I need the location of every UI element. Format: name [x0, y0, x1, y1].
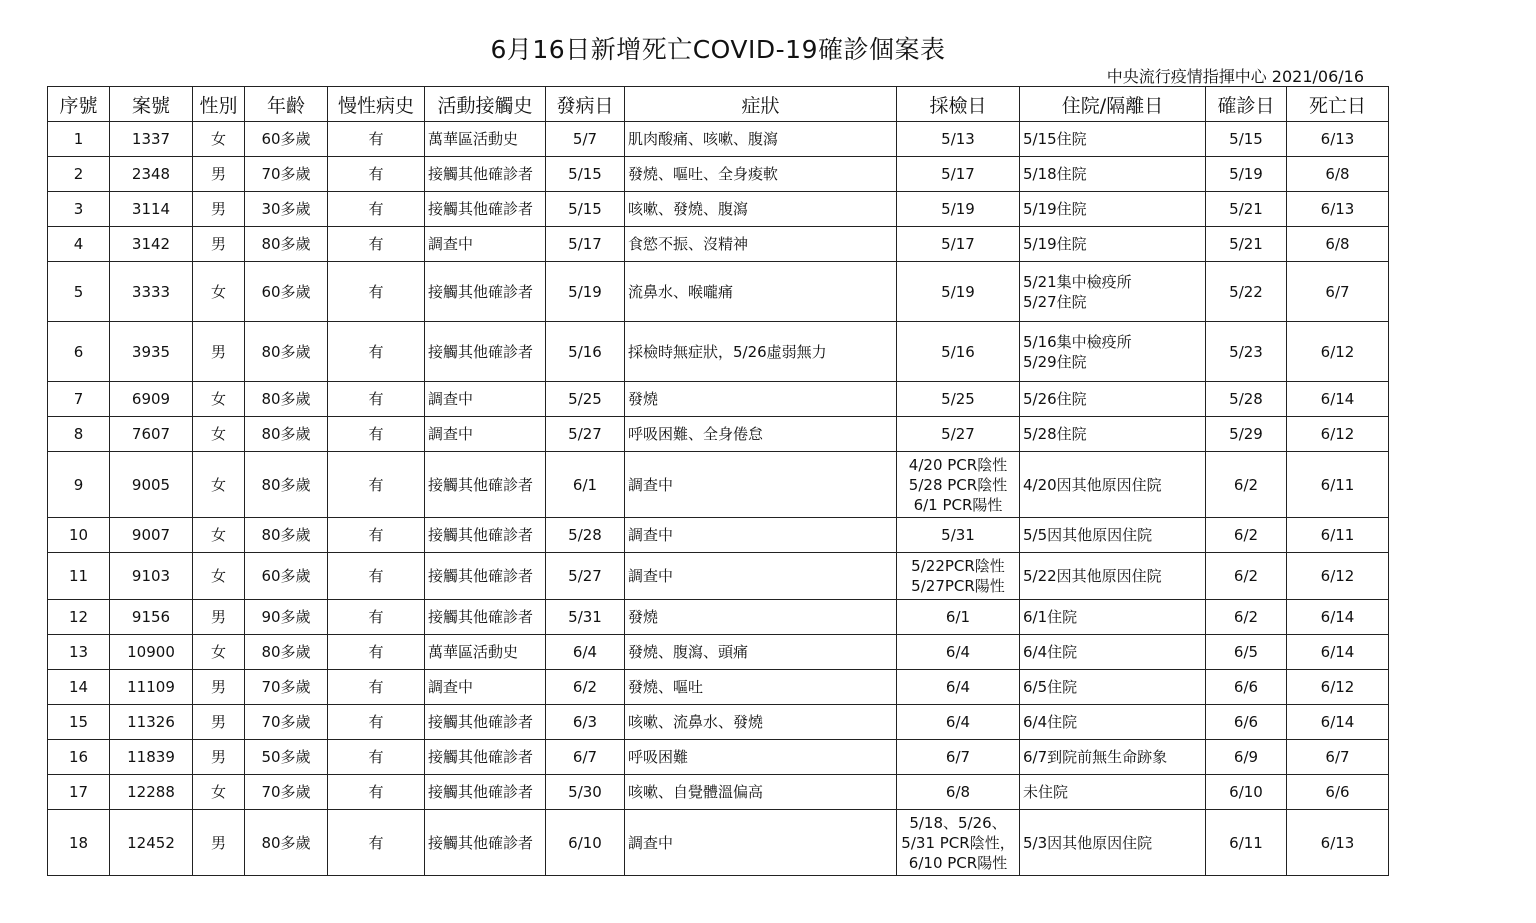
- cell-chronic: 有: [328, 417, 425, 452]
- table-row: [48, 157, 1389, 192]
- cell-sex: 男: [193, 740, 245, 775]
- cell-age: 80多歲: [245, 518, 328, 553]
- cell-sex: 男: [193, 227, 245, 262]
- cell-test-date: 6/7: [897, 740, 1020, 775]
- cell-death-date: 6/8: [1287, 157, 1389, 192]
- cell-confirm-date: 6/2: [1206, 600, 1287, 635]
- cell-contact: 調查中: [425, 417, 546, 452]
- cell-chronic: 有: [328, 157, 425, 192]
- cell-confirm-date: 6/5: [1206, 635, 1287, 670]
- cell-chronic: 有: [328, 227, 425, 262]
- cell-symptoms: 肌肉酸痛、咳嗽、腹瀉: [625, 122, 897, 157]
- cell-symptoms: 呼吸困難、全身倦怠: [625, 417, 897, 452]
- cell-symptoms: 調查中: [625, 553, 897, 600]
- cell-confirm-date: 5/29: [1206, 417, 1287, 452]
- table-row: [48, 382, 1389, 417]
- cell-contact: 接觸其他確診者: [425, 262, 546, 322]
- cell-age: 60多歲: [245, 553, 328, 600]
- cell-hospital-date: 5/15住院: [1020, 122, 1206, 157]
- cell-chronic: 有: [328, 600, 425, 635]
- cell-hospital-date: 5/18住院: [1020, 157, 1206, 192]
- cell-age: 70多歲: [245, 705, 328, 740]
- table-row: [48, 452, 1389, 518]
- cell-sex: 男: [193, 670, 245, 705]
- cell-chronic: 有: [328, 518, 425, 553]
- table-row: [48, 262, 1389, 322]
- cell-contact: 接觸其他確診者: [425, 705, 546, 740]
- cell-age: 80多歲: [245, 322, 328, 382]
- cell-serial: 3: [48, 192, 110, 227]
- cell-death-date: 6/14: [1287, 600, 1389, 635]
- cell-serial: 12: [48, 600, 110, 635]
- cell-chronic: 有: [328, 452, 425, 518]
- table-row: [48, 122, 1389, 157]
- cell-onset: 5/27: [546, 417, 625, 452]
- cell-hospital-date: 6/5住院: [1020, 670, 1206, 705]
- cell-sex: 女: [193, 417, 245, 452]
- cell-death-date: 6/11: [1287, 518, 1389, 553]
- cell-contact: 接觸其他確診者: [425, 600, 546, 635]
- cell-hospital-date: 5/21集中檢疫所 5/27住院: [1020, 262, 1206, 322]
- cell-serial: 7: [48, 382, 110, 417]
- cell-serial: 18: [48, 810, 110, 876]
- cell-hospital-date: 5/28住院: [1020, 417, 1206, 452]
- cell-chronic: 有: [328, 122, 425, 157]
- cell-hospital-date: 6/1住院: [1020, 600, 1206, 635]
- cell-onset: 5/16: [546, 322, 625, 382]
- cell-onset: 6/2: [546, 670, 625, 705]
- cell-confirm-date: 5/19: [1206, 157, 1287, 192]
- table-row: [48, 705, 1389, 740]
- cell-case-no: 9007: [110, 518, 193, 553]
- cell-confirm-date: 6/9: [1206, 740, 1287, 775]
- table-row: [48, 417, 1389, 452]
- cell-sex: 女: [193, 382, 245, 417]
- cell-contact: 萬華區活動史: [425, 635, 546, 670]
- header-row: [48, 87, 1389, 122]
- cell-test-date: 5/19: [897, 262, 1020, 322]
- cell-chronic: 有: [328, 810, 425, 876]
- cell-onset: 5/19: [546, 262, 625, 322]
- table-row: [48, 775, 1389, 810]
- cell-hospital-date: 6/4住院: [1020, 705, 1206, 740]
- cell-hospital-date: 5/26住院: [1020, 382, 1206, 417]
- cell-symptoms: 調查中: [625, 810, 897, 876]
- cell-death-date: 6/7: [1287, 262, 1389, 322]
- header-onset: 發病日: [546, 87, 625, 122]
- header-age: 年齡: [245, 87, 328, 122]
- cell-hospital-date: 未住院: [1020, 775, 1206, 810]
- cell-onset: 5/30: [546, 775, 625, 810]
- cell-sex: 男: [193, 157, 245, 192]
- cell-onset: 6/4: [546, 635, 625, 670]
- cell-confirm-date: 5/22: [1206, 262, 1287, 322]
- cell-test-date: 5/25: [897, 382, 1020, 417]
- cell-age: 70多歲: [245, 670, 328, 705]
- cell-hospital-date: 5/19住院: [1020, 227, 1206, 262]
- cell-contact: 接觸其他確診者: [425, 553, 546, 600]
- header-serial: 序號: [48, 87, 110, 122]
- cell-test-date: 6/8: [897, 775, 1020, 810]
- cell-case-no: 3114: [110, 192, 193, 227]
- cell-case-no: 10900: [110, 635, 193, 670]
- cell-test-date: 5/16: [897, 322, 1020, 382]
- cell-test-date: 5/18、5/26、 5/31 PCR陰性， 6/10 PCR陽性: [897, 810, 1020, 876]
- cell-case-no: 2348: [110, 157, 193, 192]
- cell-onset: 5/15: [546, 192, 625, 227]
- cell-test-date: 5/31: [897, 518, 1020, 553]
- cell-hospital-date: 5/5因其他原因住院: [1020, 518, 1206, 553]
- cell-test-date: 6/4: [897, 635, 1020, 670]
- header-sex: 性別: [193, 87, 245, 122]
- cell-contact: 萬華區活動史: [425, 122, 546, 157]
- cell-contact: 接觸其他確診者: [425, 322, 546, 382]
- cell-serial: 13: [48, 635, 110, 670]
- cell-serial: 2: [48, 157, 110, 192]
- cell-case-no: 3142: [110, 227, 193, 262]
- cell-age: 50多歲: [245, 740, 328, 775]
- cell-symptoms: 調查中: [625, 452, 897, 518]
- table-row: [48, 192, 1389, 227]
- cell-serial: 17: [48, 775, 110, 810]
- cell-case-no: 6909: [110, 382, 193, 417]
- table-row: [48, 518, 1389, 553]
- cell-confirm-date: 6/6: [1206, 705, 1287, 740]
- cell-contact: 接觸其他確診者: [425, 810, 546, 876]
- cell-hospital-date: 5/19住院: [1020, 192, 1206, 227]
- cell-chronic: 有: [328, 262, 425, 322]
- table-row: [48, 740, 1389, 775]
- cell-contact: 調查中: [425, 670, 546, 705]
- cell-age: 70多歲: [245, 775, 328, 810]
- cell-contact: 接觸其他確診者: [425, 452, 546, 518]
- cell-serial: 4: [48, 227, 110, 262]
- cell-test-date: 5/19: [897, 192, 1020, 227]
- cell-death-date: 6/6: [1287, 775, 1389, 810]
- header-case-no: 案號: [110, 87, 193, 122]
- cell-sex: 女: [193, 262, 245, 322]
- cell-sex: 男: [193, 192, 245, 227]
- cell-serial: 1: [48, 122, 110, 157]
- cell-contact: 接觸其他確診者: [425, 740, 546, 775]
- cell-serial: 9: [48, 452, 110, 518]
- cell-age: 80多歲: [245, 417, 328, 452]
- case-table: [47, 86, 1389, 876]
- table-row: [48, 810, 1389, 876]
- cell-case-no: 11109: [110, 670, 193, 705]
- header-death-date: 死亡日: [1287, 87, 1389, 122]
- cell-test-date: 4/20 PCR陰性 5/28 PCR陰性 6/1 PCR陽性: [897, 452, 1020, 518]
- cell-contact: 調查中: [425, 227, 546, 262]
- cell-death-date: 6/13: [1287, 122, 1389, 157]
- cell-sex: 女: [193, 452, 245, 518]
- cell-test-date: 6/1: [897, 600, 1020, 635]
- cell-serial: 15: [48, 705, 110, 740]
- cell-confirm-date: 5/28: [1206, 382, 1287, 417]
- cell-contact: 接觸其他確診者: [425, 518, 546, 553]
- cell-serial: 5: [48, 262, 110, 322]
- cell-symptoms: 發燒、嘔吐: [625, 670, 897, 705]
- cell-confirm-date: 5/15: [1206, 122, 1287, 157]
- cell-onset: 5/25: [546, 382, 625, 417]
- cell-death-date: 6/12: [1287, 322, 1389, 382]
- header-test-date: 採檢日: [897, 87, 1020, 122]
- cell-sex: 女: [193, 635, 245, 670]
- cell-case-no: 1337: [110, 122, 193, 157]
- cell-age: 90多歲: [245, 600, 328, 635]
- cell-confirm-date: 6/2: [1206, 452, 1287, 518]
- cell-chronic: 有: [328, 670, 425, 705]
- cell-hospital-date: 4/20因其他原因住院: [1020, 452, 1206, 518]
- cell-serial: 6: [48, 322, 110, 382]
- cell-case-no: 12452: [110, 810, 193, 876]
- cell-hospital-date: 6/7到院前無生命跡象: [1020, 740, 1206, 775]
- cell-chronic: 有: [328, 705, 425, 740]
- cell-age: 80多歲: [245, 635, 328, 670]
- cell-onset: 5/31: [546, 600, 625, 635]
- cell-test-date: 5/13: [897, 122, 1020, 157]
- cell-death-date: 6/11: [1287, 452, 1389, 518]
- cell-age: 80多歲: [245, 452, 328, 518]
- table-row: [48, 553, 1389, 600]
- cell-onset: 6/1: [546, 452, 625, 518]
- cell-sex: 男: [193, 810, 245, 876]
- cell-case-no: 9103: [110, 553, 193, 600]
- page-title: 6月16日新增死亡COVID-19確診個案表: [490, 35, 946, 64]
- cell-onset: 5/27: [546, 553, 625, 600]
- cell-case-no: 3333: [110, 262, 193, 322]
- cell-onset: 5/15: [546, 157, 625, 192]
- cell-symptoms: 採檢時無症狀，5/26虛弱無力: [625, 322, 897, 382]
- cell-serial: 11: [48, 553, 110, 600]
- header-chronic: 慢性病史: [328, 87, 425, 122]
- cell-serial: 16: [48, 740, 110, 775]
- cell-symptoms: 發燒、腹瀉、頭痛: [625, 635, 897, 670]
- table-row: [48, 600, 1389, 635]
- cell-symptoms: 咳嗽、自覺體溫偏高: [625, 775, 897, 810]
- cell-age: 60多歲: [245, 122, 328, 157]
- cell-sex: 女: [193, 553, 245, 600]
- source-date: 中央流行疫情指揮中心 2021/06/16: [1106, 67, 1364, 86]
- cell-sex: 男: [193, 705, 245, 740]
- cell-serial: 10: [48, 518, 110, 553]
- cell-symptoms: 呼吸困難: [625, 740, 897, 775]
- cell-case-no: 9005: [110, 452, 193, 518]
- table-row: [48, 322, 1389, 382]
- cell-chronic: 有: [328, 740, 425, 775]
- cell-onset: 5/17: [546, 227, 625, 262]
- cell-symptoms: 食慾不振、沒精神: [625, 227, 897, 262]
- cell-death-date: 6/13: [1287, 810, 1389, 876]
- cell-test-date: 5/22PCR陰性 5/27PCR陽性: [897, 553, 1020, 600]
- cell-death-date: 6/12: [1287, 553, 1389, 600]
- header-symptoms: 症狀: [625, 87, 897, 122]
- table-row: [48, 227, 1389, 262]
- cell-age: 80多歲: [245, 227, 328, 262]
- cell-confirm-date: 5/21: [1206, 192, 1287, 227]
- cell-case-no: 3935: [110, 322, 193, 382]
- header-hospital-date: 住院/隔離日: [1020, 87, 1206, 122]
- cell-case-no: 11839: [110, 740, 193, 775]
- cell-confirm-date: 6/6: [1206, 670, 1287, 705]
- cell-symptoms: 發燒: [625, 382, 897, 417]
- cell-age: 30多歲: [245, 192, 328, 227]
- cell-symptoms: 發燒、嘔吐、全身痠軟: [625, 157, 897, 192]
- cell-onset: 6/7: [546, 740, 625, 775]
- cell-case-no: 9156: [110, 600, 193, 635]
- cell-confirm-date: 6/2: [1206, 518, 1287, 553]
- cell-confirm-date: 6/2: [1206, 553, 1287, 600]
- cell-onset: 6/10: [546, 810, 625, 876]
- cell-confirm-date: 5/21: [1206, 227, 1287, 262]
- cell-hospital-date: 5/16集中檢疫所 5/29住院: [1020, 322, 1206, 382]
- cell-death-date: 6/14: [1287, 635, 1389, 670]
- cell-sex: 女: [193, 775, 245, 810]
- cell-onset: 5/28: [546, 518, 625, 553]
- cell-test-date: 6/4: [897, 705, 1020, 740]
- header-confirm-date: 確診日: [1206, 87, 1287, 122]
- header-contact: 活動接觸史: [425, 87, 546, 122]
- cell-sex: 男: [193, 322, 245, 382]
- cell-hospital-date: 5/3因其他原因住院: [1020, 810, 1206, 876]
- cell-chronic: 有: [328, 775, 425, 810]
- cell-death-date: 6/13: [1287, 192, 1389, 227]
- table-row: [48, 635, 1389, 670]
- cell-symptoms: 發燒: [625, 600, 897, 635]
- cell-confirm-date: 6/11: [1206, 810, 1287, 876]
- cell-sex: 男: [193, 600, 245, 635]
- cell-symptoms: 流鼻水、喉嚨痛: [625, 262, 897, 322]
- cell-contact: 接觸其他確診者: [425, 157, 546, 192]
- cell-test-date: 5/17: [897, 227, 1020, 262]
- cell-symptoms: 調查中: [625, 518, 897, 553]
- cell-death-date: 6/7: [1287, 740, 1389, 775]
- cell-test-date: 5/17: [897, 157, 1020, 192]
- cell-test-date: 6/4: [897, 670, 1020, 705]
- cell-death-date: 6/14: [1287, 705, 1389, 740]
- cell-chronic: 有: [328, 192, 425, 227]
- table-row: [48, 670, 1389, 705]
- cell-serial: 14: [48, 670, 110, 705]
- cell-case-no: 12288: [110, 775, 193, 810]
- cell-death-date: 6/12: [1287, 417, 1389, 452]
- cell-confirm-date: 6/10: [1206, 775, 1287, 810]
- cell-symptoms: 咳嗽、發燒、腹瀉: [625, 192, 897, 227]
- cell-case-no: 11326: [110, 705, 193, 740]
- cell-age: 70多歲: [245, 157, 328, 192]
- cell-sex: 女: [193, 518, 245, 553]
- cell-onset: 6/3: [546, 705, 625, 740]
- cell-confirm-date: 5/23: [1206, 322, 1287, 382]
- cell-sex: 女: [193, 122, 245, 157]
- cell-death-date: 6/14: [1287, 382, 1389, 417]
- cell-contact: 接觸其他確診者: [425, 192, 546, 227]
- cell-case-no: 7607: [110, 417, 193, 452]
- cell-hospital-date: 5/22因其他原因住院: [1020, 553, 1206, 600]
- cell-chronic: 有: [328, 635, 425, 670]
- cell-contact: 調查中: [425, 382, 546, 417]
- cell-hospital-date: 6/4住院: [1020, 635, 1206, 670]
- cell-serial: 8: [48, 417, 110, 452]
- cell-test-date: 5/27: [897, 417, 1020, 452]
- cell-contact: 接觸其他確診者: [425, 775, 546, 810]
- cell-death-date: 6/8: [1287, 227, 1389, 262]
- cell-onset: 5/7: [546, 122, 625, 157]
- cell-symptoms: 咳嗽、流鼻水、發燒: [625, 705, 897, 740]
- cell-age: 80多歲: [245, 810, 328, 876]
- cell-chronic: 有: [328, 553, 425, 600]
- cell-age: 80多歲: [245, 382, 328, 417]
- cell-chronic: 有: [328, 382, 425, 417]
- cell-death-date: 6/12: [1287, 670, 1389, 705]
- cell-chronic: 有: [328, 322, 425, 382]
- cell-age: 60多歲: [245, 262, 328, 322]
